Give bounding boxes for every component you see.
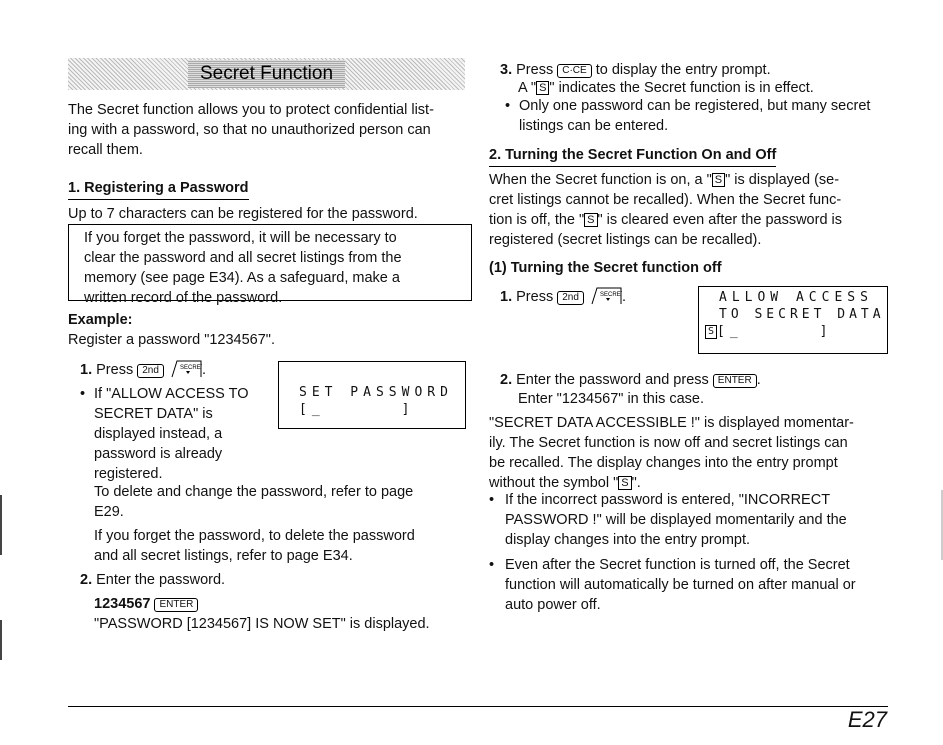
footer-rule (68, 706, 888, 707)
intro-line: The Secret function allows you to protect confidential list- (68, 102, 434, 118)
secret-key-icon (588, 287, 622, 305)
page-title: Secret Function (199, 63, 334, 84)
bullet-allow-access: • If "ALLOW ACCESS TO SECRET DATA" is displayed instead, a password is already registered. (80, 384, 270, 484)
secret-symbol-icon: S (536, 81, 549, 95)
example-label: Example: (68, 312, 133, 328)
bullet-line: display changes into the entry prompt. (505, 532, 751, 548)
secret-symbol-icon: S (712, 173, 725, 187)
right-step2: 2. Enter the password and press ENTER . (500, 372, 761, 388)
bullet-line: SECRET DATA" is (94, 406, 213, 422)
example-text: Register a password "1234567". (68, 332, 275, 348)
page-number: E27 (847, 707, 887, 732)
step2-result: "PASSWORD [1234567] IS NOW SET" is displayed. (94, 616, 430, 632)
para-line: be recalled. The display changes into the entry prompt (489, 455, 838, 471)
scan-edge-mark (0, 620, 2, 660)
bullet-line: Only one password can be registered, but many secret (519, 98, 871, 114)
note-line: If you forget the password, it will be necessary to (84, 230, 397, 246)
step2 (80, 570, 225, 590)
secret-key-icon (168, 360, 202, 378)
step-number: 2. (500, 372, 513, 388)
step3-indicator-line (518, 78, 814, 98)
accessible-paragraph (489, 413, 889, 493)
step-text: Press (516, 289, 554, 305)
text-part: " is cleared even after the password is (597, 212, 843, 228)
text-part: " indicates the Secret function is in effect. (549, 80, 814, 96)
scan-edge-mark (0, 495, 2, 555)
para-line (489, 210, 889, 230)
secret-symbol-icon: S (584, 213, 597, 227)
bullet-line: PASSWORD !" will be displayed momentarily and the (505, 512, 847, 528)
note-line: and all secret listings, refer to page E34. (94, 548, 353, 564)
secret-symbol-icon: S (705, 325, 717, 339)
secret-symbol-icon: S (618, 476, 631, 490)
lcd-allow-access (698, 286, 888, 354)
right-step2-sub: Enter "1234567" in this case. (518, 391, 705, 407)
note-line: clear the password and all secret listings from the (84, 250, 402, 266)
heading-text: 2. Turning the Secret Function On and Off (489, 145, 776, 167)
bullet-auto-on: • Even after the Secret function is turned off, the Secret function will automatically be turned on after manual or auto power off. (489, 555, 889, 615)
text-part: A " (518, 80, 537, 96)
step-text: Enter the password. (96, 572, 226, 588)
section1-line: Up to 7 characters can be registered for the password. (68, 206, 418, 222)
bullet-line: listings can be entered. (519, 118, 669, 134)
note-box (68, 224, 472, 306)
lcd-set-password (278, 361, 466, 429)
text-part: tion is off, the " (489, 212, 585, 228)
note-line: written record of the password. (84, 290, 283, 306)
lcd-line: SET PASSWORD (299, 385, 453, 400)
step1: 1. Press 2nd SECRET . (80, 362, 206, 378)
para-line: registered (secret listings can be recalled). (489, 232, 762, 248)
step-number: 1. (500, 289, 513, 305)
para-line: cret listings cannot be recalled). When the Secret func- (489, 192, 842, 208)
right-step1: 1. Press 2nd SECRET . (500, 289, 626, 305)
lcd-line: ALLOW ACCESS (719, 290, 873, 305)
note-line: memory (see page E34). As a safeguard, make a (84, 270, 400, 286)
2nd-key: 2nd (557, 291, 584, 305)
step-number: 2. (80, 572, 93, 588)
text-part: When the Secret function is on, a " (489, 172, 712, 188)
step-text: to display the entry prompt. (595, 62, 771, 78)
bullet-line: displayed instead, a (94, 426, 223, 442)
title-banner (68, 58, 465, 90)
bullet-line: registered. (94, 466, 163, 482)
lcd-prompt-line (705, 323, 887, 340)
step-text: Enter the password and press (516, 372, 709, 388)
step-text: Press (516, 62, 554, 78)
step3 (500, 60, 771, 80)
text-part: without the symbol " (489, 475, 619, 491)
section2-paragraph (489, 170, 889, 250)
note-line: To delete and change the password, refer to page (94, 484, 414, 500)
enter-key: ENTER (713, 374, 757, 388)
text-part: ". (631, 475, 641, 491)
svg-text:SECRET: SECRET (179, 365, 202, 371)
lcd-line: [_ ] (717, 324, 833, 339)
subheading-turn-off: (1) Turning the Secret function off (489, 260, 722, 276)
text-part: " is displayed (se- (725, 172, 840, 188)
bullet-line: Even after the Secret function is turned off, the Secret (505, 557, 850, 573)
para-line: "SECRET DATA ACCESSIBLE !" is displayed momentar- (489, 415, 854, 431)
section-heading-registering (68, 178, 249, 200)
enter-key: ENTER (154, 598, 198, 612)
svg-text:SECRET: SECRET (599, 292, 622, 298)
bullet-line: If "ALLOW ACCESS TO (94, 386, 249, 402)
para-line (489, 170, 889, 190)
note-line: E29. (94, 504, 124, 520)
step-number: 1. (80, 362, 93, 378)
cce-key: C·CE (557, 64, 591, 78)
lcd-line: [_ ] (299, 402, 415, 417)
intro-line: recall them. (68, 142, 143, 158)
bullet-incorrect: • If the incorrect password is entered, "INCORRECT PASSWORD !" will be displayed momentarily and the display changes into the entry prompt. (489, 490, 889, 550)
step-text: Press (96, 362, 134, 378)
note-line: If you forget the password, to delete the password (94, 528, 415, 544)
bullet-one-password: • Only one password can be registered, but many secret listings can be entered. (505, 96, 895, 136)
intro-line: ing with a password, so that no unauthorized person can (68, 122, 431, 138)
para-line: ily. The Secret function is now off and secret listings can (489, 435, 848, 451)
2nd-key: 2nd (137, 364, 164, 378)
delete-change-note (94, 482, 468, 522)
bullet-line: auto power off. (505, 597, 601, 613)
bullet-line: function will automatically be turned on after manual or (505, 577, 856, 593)
heading-text: 1. Registering a Password (68, 178, 249, 200)
bullet-line: If the incorrect password is entered, "INCORRECT (505, 492, 831, 508)
step-number: 3. (500, 62, 513, 78)
bullet-line: password is already (94, 446, 223, 462)
forget-note (94, 526, 468, 566)
step2-input (94, 594, 198, 614)
lcd-line: TO SECRET DATA (719, 307, 885, 322)
section-heading-on-off (489, 145, 776, 167)
input-value: 1234567 (94, 596, 151, 612)
intro-paragraph (68, 100, 468, 160)
